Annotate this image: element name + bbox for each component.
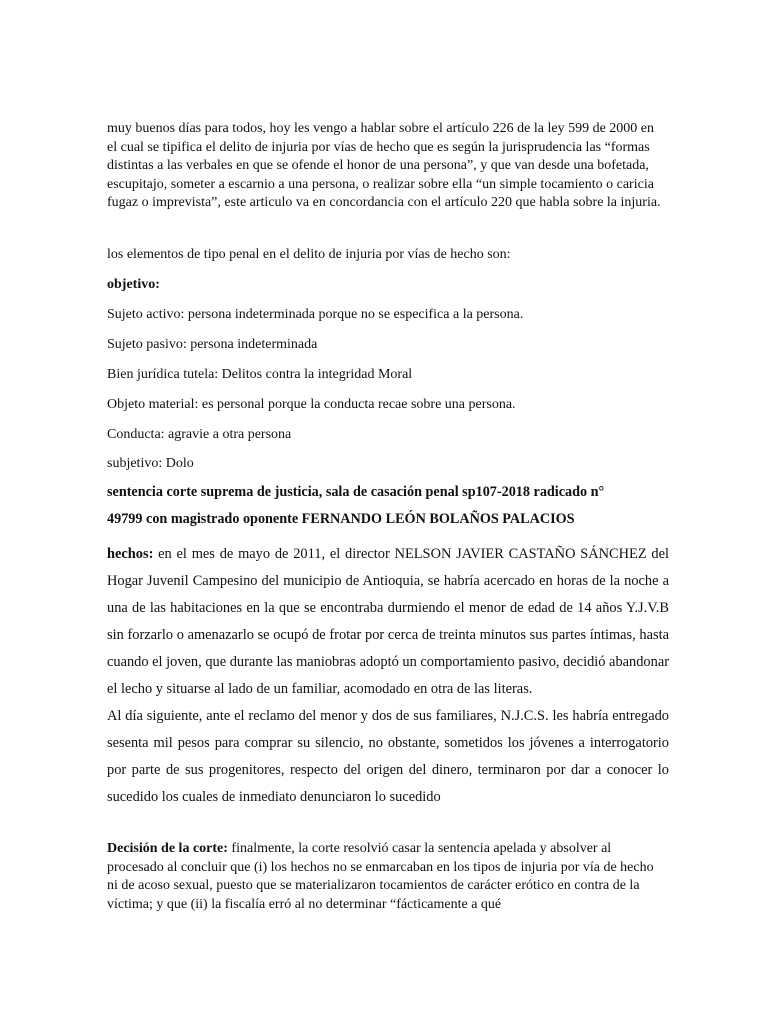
element-item: subjetivo: Dolo xyxy=(107,456,194,471)
element-item: Sujeto activo: persona indeterminada porque no se especifica a la persona. xyxy=(107,307,524,322)
decision-text: finalmente, la corte resolvió casar la sentencia apelada y absolver al procesado al concluir que (i) los hechos no se enmarcaban en los tipos de injuria por vía de hecho ni de acoso sexual, puesto que se materializaron tocamientos de carácter erótico en contra de la víctima; y que (ii) la fiscalía erró al no determinar “fácticamente a qué xyxy=(107,841,654,912)
element-item: Objeto material: es personal porque la conducta recae sobre una persona. xyxy=(107,397,516,412)
element-item: Sujeto pasivo: persona indeterminada xyxy=(107,337,318,352)
decision-label: Decisión de la corte: xyxy=(107,841,228,856)
facts-label: hechos: xyxy=(107,546,154,562)
sentence-heading-line1: sentencia corte suprema de justicia, sala de casación penal sp107-2018 radicado n° xyxy=(107,484,605,500)
facts-paragraph-2: Al día siguiente, ante el reclamo del menor y dos de sus familiares, N.J.C.S. les habría entregado sesenta mil pesos para comprar su silencio, no obstante, sometidos los jóvenes a interrogatorio por parte de sus progenitores, respecto del origen del dinero, terminaron por dar a conocer lo sucedido los cuales de inmediato denunciaron lo sucedido xyxy=(107,708,669,805)
element-item: Bien jurídica tutela: Delitos contra la integridad Moral xyxy=(107,367,413,382)
sentence-heading-line2: 49799 con magistrado oponente FERNANDO LEÓN BOLAÑOS PALACIOS xyxy=(107,511,575,527)
facts-paragraph xyxy=(107,541,669,703)
facts-text: en el mes de mayo de 2011, el director NELSON JAVIER CASTAÑO SÁNCHEZ del Hogar Juvenil Campesino del municipio de Antioquia, se habría acercado en horas de la noche a una de las habitaciones en la que se encontraba durmiendo el menor de edad de 14 años Y.J.V.B sin forzarlo o amenazarlo se ocupó de frotar por cerca de treinta minutos sus partes íntimas, hasta cuando el joven, que durante las maniobras adoptó un comportamiento pasivo, decidió abandonar el lecho y situarse al lado de un familiar, acomodado en otra de las literas. xyxy=(107,546,669,697)
intro-paragraph: muy buenos días para todos, hoy les vengo a hablar sobre el artículo 226 de la ley 599 de 2000 en el cual se tipifica el delito de injuria por vías de hecho que es según la jurisprudencia las “formas distintas a las verbales en que se ofende el honor de una persona”, y que van desde una bofetada, escupitajo, someter a escarnio a una persona, o realizar sobre ella “un simple tocamiento o caricia fugaz o imprevista”, este articulo va en concordancia con el artículo 220 que habla sobre la injuria. xyxy=(107,121,661,210)
element-item: Conducta: agravie a otra persona xyxy=(107,427,292,442)
decision-paragraph xyxy=(107,840,662,914)
elements-intro: los elementos de tipo penal en el delito de injuria por vías de hecho son: xyxy=(107,247,511,262)
objective-heading: objetivo: xyxy=(107,277,160,292)
